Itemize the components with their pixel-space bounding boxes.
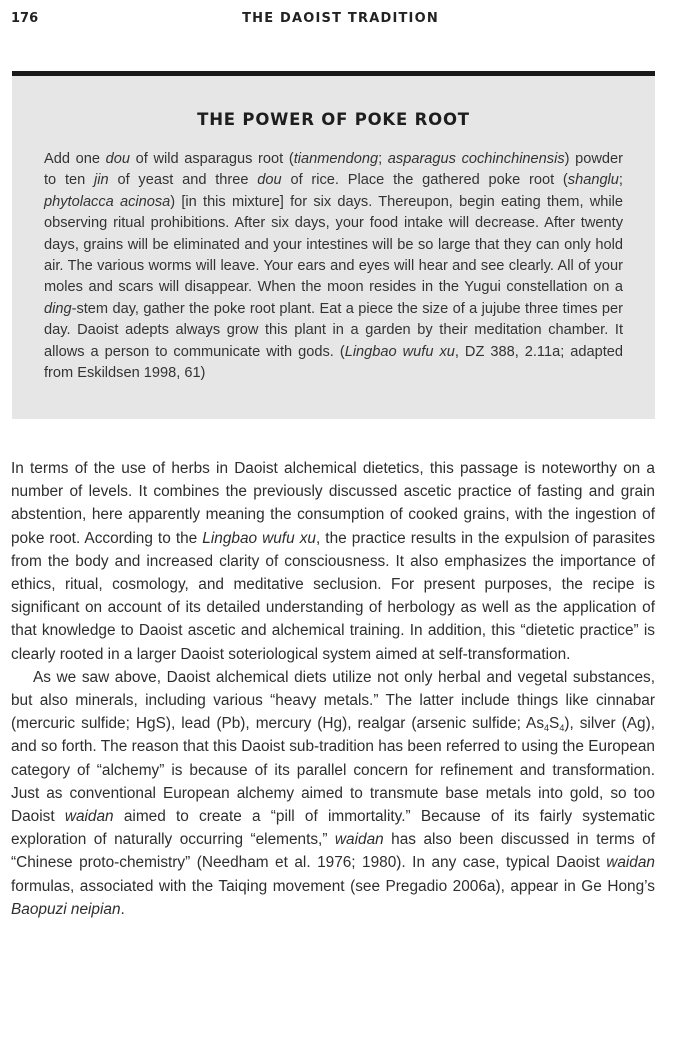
text-run: ) [in this mixture] for six days. Thereupon, begin eating them, while observing ritual prohibitions. After six days, your food intake will decrease. After twenty days, grains will be eliminated and your intestines will be so large that they can only hold air. The various worms will leave. Your ears and eyes will hear and see clearly. All of your moles and scars will disappear. When the moon resides in the Yugui constellation on a (44, 193, 623, 296)
italic-term: waidan (64, 808, 114, 826)
text-run: aimed to create a “pill of immortality.” Because of its fairly systematic exploration of naturally occurring “elements,” (11, 808, 655, 849)
page-number: 176 (11, 11, 39, 26)
running-title: THE DAOIST TRADITION (242, 11, 439, 26)
text-run: of yeast and three (108, 172, 258, 189)
subscript: 4 (559, 723, 565, 734)
text-run: ; (618, 172, 623, 189)
text-run: , DZ 388, 2.11a; adapted from Eskildsen 1998, 61) (44, 343, 623, 382)
italic-citation: Lingbao wufu xu (344, 343, 455, 360)
main-text (11, 457, 655, 921)
sidebar-title: THE POWER OF POKE ROOT (197, 110, 470, 129)
text-run: -stem day, gather the poke root plant. Eat a piece the size of a jujube three times per day. Daoist adepts always grow this plant in a garden by their meditation chamber. It allows a person to communicate with gods. ( (44, 300, 623, 360)
italic-term: jin (94, 172, 109, 189)
sidebar-paragraph (44, 149, 623, 384)
text-run: of wild asparagus root ( (129, 151, 294, 167)
italic-term: ding (44, 300, 72, 317)
text-run: Add one (44, 151, 106, 167)
sidebar-box (12, 71, 655, 419)
paragraph-1 (11, 457, 655, 666)
text-run: ) powder to ten (44, 151, 623, 189)
italic-term: waidan (606, 854, 655, 872)
text-run: has also been discussed in terms of “Chinese proto-chemistry” (Needham et al. 1976; 1980). In any case, typical Daoist (11, 831, 655, 872)
italic-title: Baopuzi neipian (11, 900, 121, 918)
subscript: 4 (544, 723, 550, 734)
text-run: ), silver (Ag), and so forth. The reason that this Daoist sub-tradition has been referred to using the European category of “alchemy” is because of its parallel concern for refinement and transformation. Just as conventional European alchemy aimed to transmute base metals into gold, so too Daoist (11, 715, 656, 826)
paragraph-2 (11, 666, 655, 921)
sidebar-body (44, 149, 623, 384)
italic-term: shanglu (567, 172, 619, 189)
running-head (0, 11, 681, 29)
italic-term: asparagus cochinchinensis (387, 151, 565, 167)
italic-term: dou (257, 172, 282, 189)
text-run: , the practice results in the expulsion of parasites from the body and increased clarity of consciousness. It also emphasizes the importance of ethics, ritual, cosmology, and meditative seclusion. For present purposes, the recipe is significant on account of its detailed understanding of herbology as well as the application of that knowledge to Daoist ascetic and alchemical training. In addition, this “dietetic practice” is clearly rooted in a larger Daoist soteriological system aimed at self-transformation. (11, 529, 656, 663)
text-run: As we saw above, Daoist alchemical diets utilize not only herbal and vegetal substances, but also minerals, including various “heavy metals.” The latter include things like cinnabar (mercuric sulfide; HgS), lead (Pb), mercury (Hg), realgar (arsenic sulfide; As (11, 668, 655, 733)
italic-term: waidan (334, 831, 384, 849)
text-run: . (120, 900, 125, 918)
text-run: of rice. Place the gathered poke root ( (281, 172, 568, 189)
text-run: In terms of the use of herbs in Daoist alchemical dietetics, this passage is noteworthy on a number of levels. It combines the previously discussed ascetic practice of fasting and grain abstention, here apparently meaning the consumption of cooked grains, with the ingestion of poke root. According to the (11, 460, 655, 547)
text-run: ; (378, 151, 388, 167)
italic-term: tianmendong (293, 151, 379, 167)
text-run: S (549, 715, 560, 733)
italic-title: Lingbao wufu xu (202, 529, 316, 547)
italic-term: phytolacca acinosa (44, 193, 171, 210)
text-run: formulas, associated with the Taiqing movement (see Pregadio 2006a), appear in Ge Hong’s (11, 877, 655, 895)
italic-term: dou (105, 151, 130, 167)
